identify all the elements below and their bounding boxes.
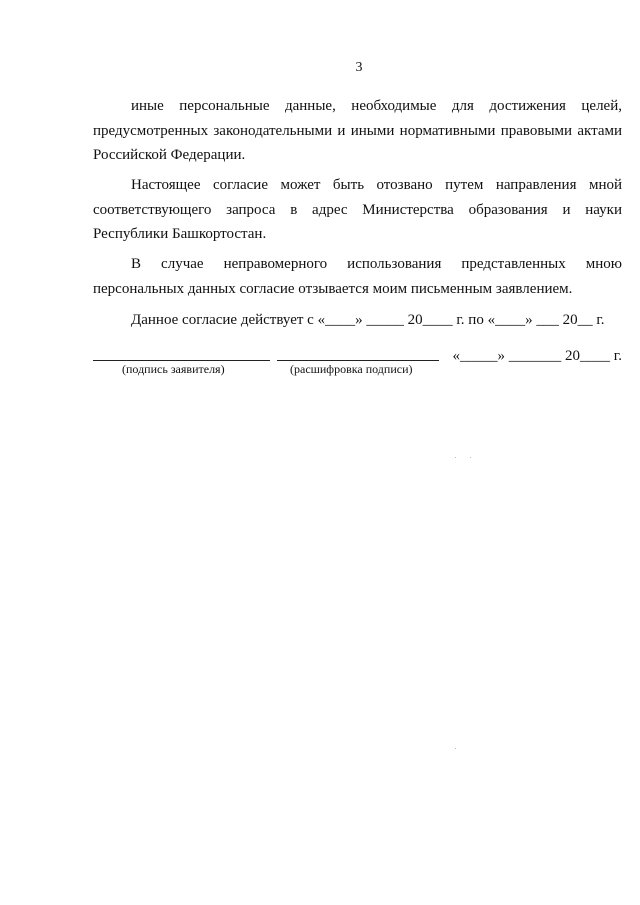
scan-speck bbox=[455, 457, 456, 458]
page-number: 3 bbox=[355, 60, 363, 75]
paragraph-misuse: В случае неправомерного использования представленных мною персональных данных согласие отзывается моим письменным заявлением. bbox=[93, 256, 622, 297]
paragraph-personal-data: иные персональные данные, необходимые для достижения целей, предусмотренных законодательными и иными нормативными правовыми актами Российской Федерации. bbox=[93, 98, 622, 163]
decryption-caption: (расшифровка подписи) bbox=[290, 362, 413, 376]
signature-caption: (подпись заявителя) bbox=[122, 362, 225, 376]
consent-validity-line: Данное согласие действует с «____» _____ 20____ г. по «____» ___ 20__ г. bbox=[131, 312, 605, 328]
decryption-blank bbox=[277, 360, 439, 361]
signature-date-blank: «_____» _______ 20____ г. bbox=[452, 348, 622, 364]
scan-speck bbox=[455, 748, 456, 749]
document-body bbox=[93, 94, 622, 307]
scan-speck bbox=[470, 457, 471, 458]
signature-blank bbox=[93, 360, 270, 361]
paragraph-revocation: Настоящее согласие может быть отозвано путем направления мной соответствующего запроса в адрес Министерства образования и науки Республики Башкортостан. bbox=[93, 177, 622, 242]
